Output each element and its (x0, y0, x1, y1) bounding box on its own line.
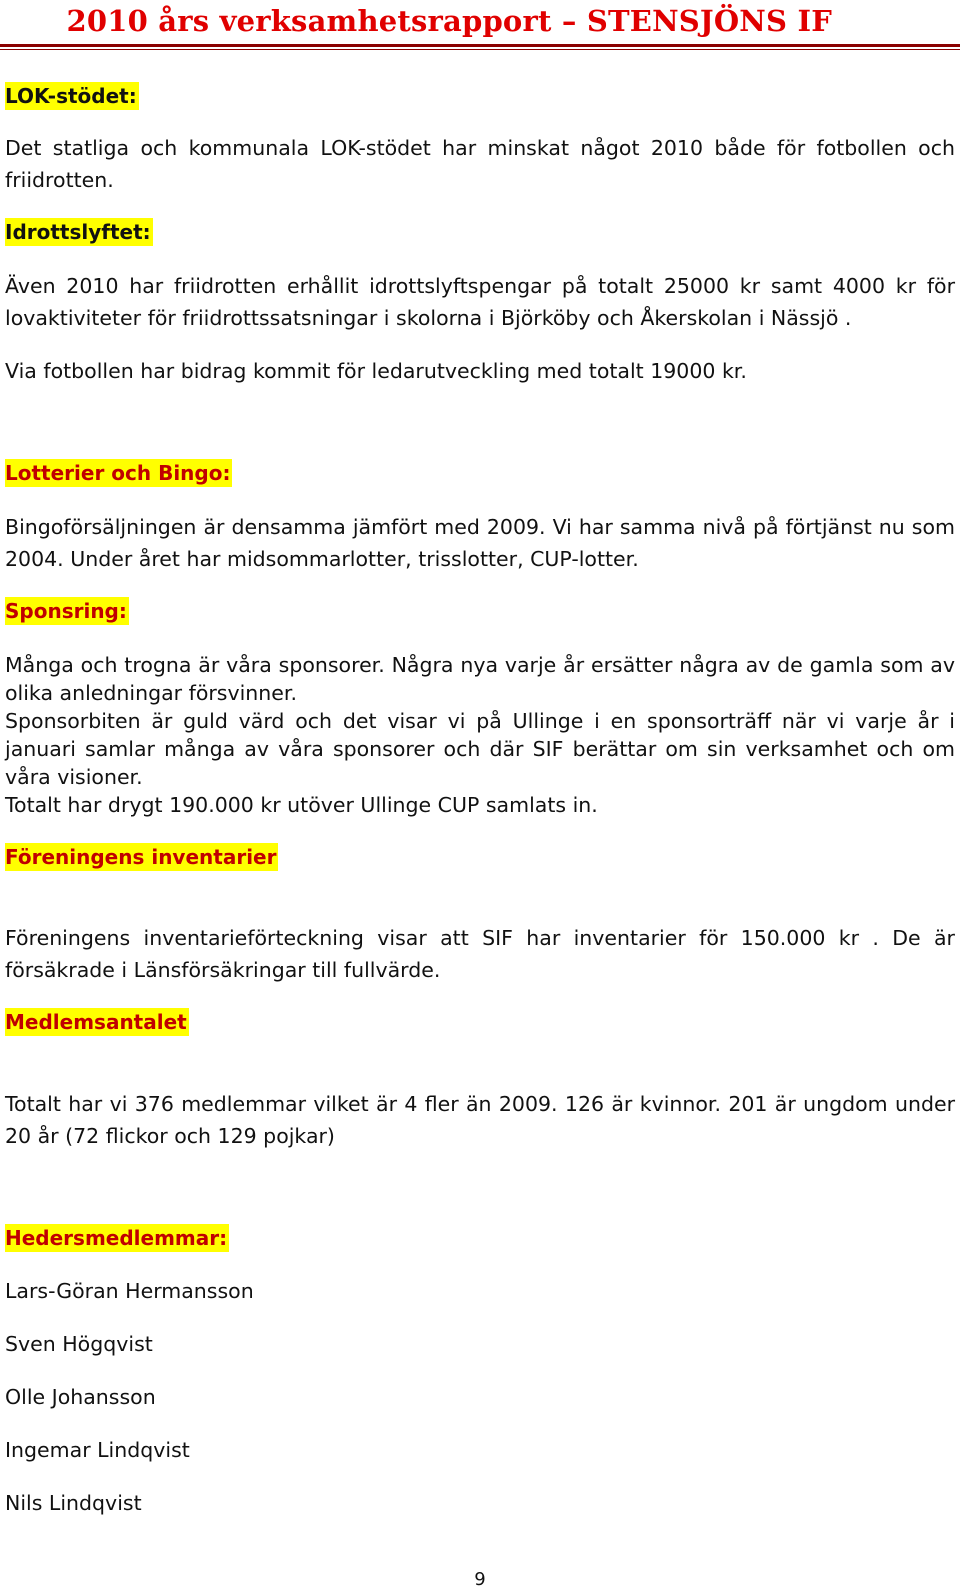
heading-lok: LOK-stödet: (5, 84, 137, 108)
heading-sponsring: Sponsring: (5, 599, 127, 623)
paragraph-lok: Det statliga och kommunala LOK-stödet har minskat något 2010 både för fotbollen och friidrotten. (5, 136, 955, 192)
heading-inventarier: Föreningens inventarier (5, 845, 277, 869)
paragraph-sponsring-2: Sponsorbiten är guld värd och det visar vi på Ullinge i en sponsorträff när vi varje år i januari samlar många av våra sponsorer och där SIF berättar om sin verksamhet och om våra visioner. (5, 709, 955, 789)
list-item: Lars-Göran Hermansson (5, 1279, 254, 1303)
heading-lotterier: Lotterier och Bingo: (5, 461, 231, 485)
paragraph-idrottslyftet-1: Även 2010 har friidrotten erhållit idrottslyftspengar på totalt 25000 kr samt 4000 kr för lovaktiviteter för friidrottssatsningar i skolorna i Björköby och Åkerskolan i Nässjö . (5, 274, 955, 330)
header-rule (0, 44, 960, 47)
paragraph-inventarier: Föreningens inventarieförteckning visar att SIF har inventarier för 150.000 kr . De är försäkrade i Länsförsäkringar till fullvärde. (5, 926, 955, 982)
paragraph-lotterier: Bingoförsäljningen är densamma jämfört med 2009. Vi har samma nivå på förtjänst nu som 2004. Under året har midsommarlotter, trisslotter, CUP-lotter. (5, 515, 955, 571)
paragraph-sponsring-3: Totalt har drygt 190.000 kr utöver Ullinge CUP samlats in. (5, 793, 598, 817)
heading-hedersmedlemmar: Hedersmedlemmar: (5, 1226, 228, 1250)
list-item: Olle Johansson (5, 1385, 156, 1409)
page-number: 9 (474, 1569, 486, 1590)
paragraph-sponsring-1: Många och trogna är våra sponsorer. Några nya varje år ersätter några av de gamla som av olika anledningar försvinner. (5, 653, 955, 705)
paragraph-medlemsantalet: Totalt har vi 376 medlemmar vilket är 4 fler än 2009. 126 är kvinnor. 201 är ungdom under 20 år (72 flickor och 129 pojkar) (5, 1092, 955, 1148)
heading-idrottslyftet: Idrottslyftet: (5, 220, 151, 244)
document-title: 2010 års verksamhetsrapport – STENSJÖNS IF (66, 4, 832, 38)
page-header (0, 0, 960, 52)
list-item: Sven Högqvist (5, 1332, 153, 1356)
list-item: Ingemar Lindqvist (5, 1438, 190, 1462)
heading-medlemsantalet: Medlemsantalet (5, 1010, 187, 1034)
paragraph-idrottslyftet-2: Via fotbollen har bidrag kommit för ledarutveckling med totalt 19000 kr. (5, 359, 747, 383)
list-item: Nils Lindqvist (5, 1491, 142, 1515)
header-rule-thin (0, 49, 960, 50)
